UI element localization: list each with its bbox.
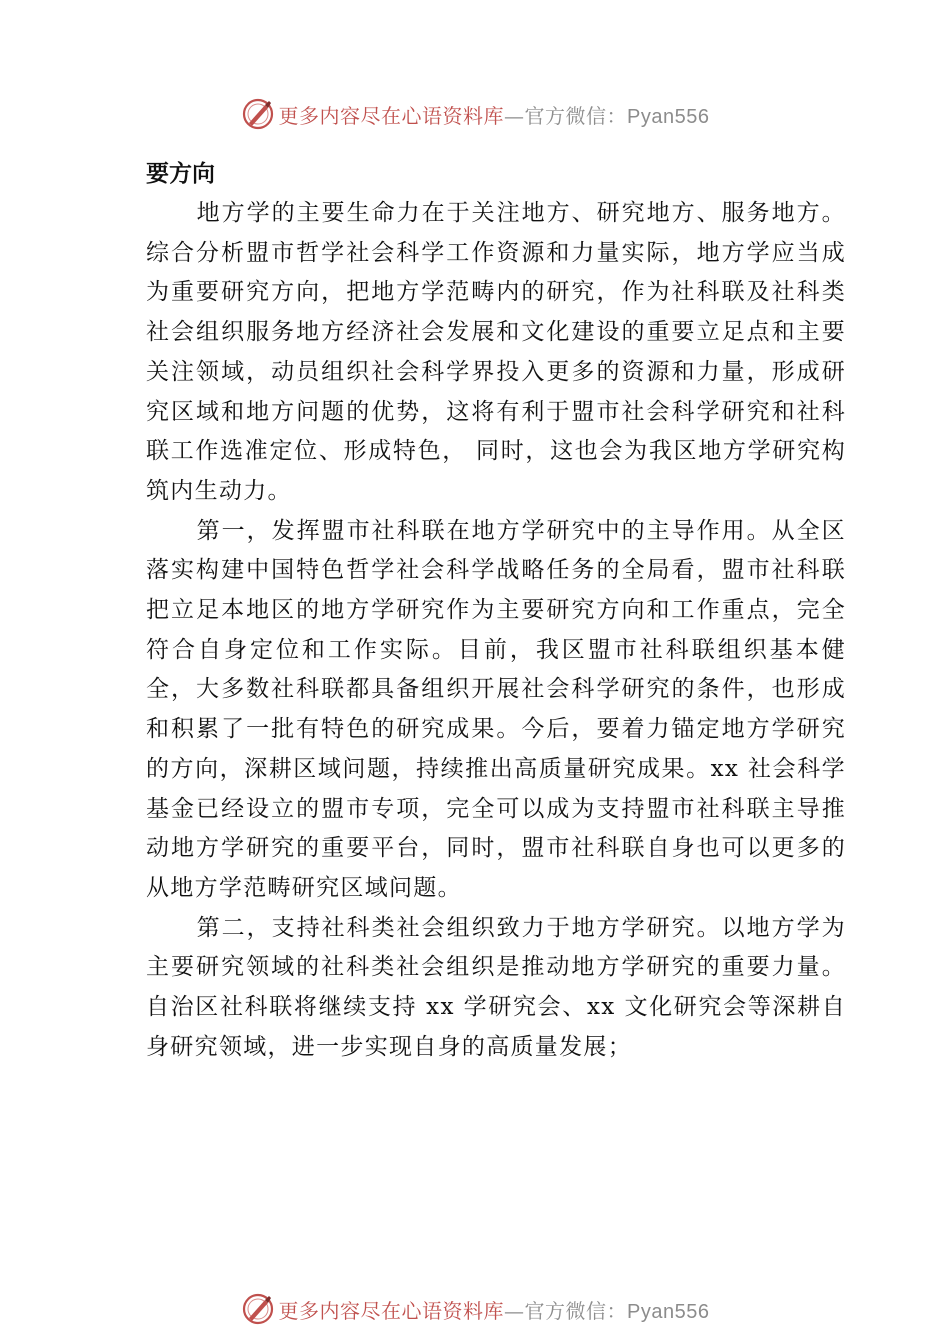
header-text <box>279 100 710 129</box>
header-wechat-id: Pyan556 <box>627 105 710 128</box>
footer-wechat-id: Pyan556 <box>627 1300 710 1323</box>
paragraph-1: 地方学的主要生命力在于关注地方、研究地方、服务地方。综合分析盟市哲学社会科学工作资源和力量实际，地方学应当成为重要研究方向，把地方学范畴内的研究，作为社科联及社科类社会组织服务地方经济社会发展和文化建设的重要立足点和主要关注领域，动员组织社会科学界投入更多的资源和力量，形成研究区域和地方问题的优势，这将有利于盟市社会科学研究和社科联工作选准定位、形成特色， 同时，这也会为我区地方学研究构筑内生动力。 <box>146 200 846 504</box>
paragraph-3: 第二，支持社科类社会组织致力于地方学研究。以地方学为主要研究领域的社科类社会组织是推动地方学研究的重要力量。自治区社科联将继续支持 xx 学研究会、xx 文化研究会等深耕自身研究领域，进一步实现自身的高质量发展； <box>146 914 846 1060</box>
header-brand: 更多内容尽在心语资料库 <box>278 103 505 128</box>
paragraph-2: 第一，发挥盟市社科联在地方学研究中的主导作用。从全区落实构建中国特色哲学社会科学战略任务的全局看，盟市社科联把立足本地区的地方学研究作为主要研究方向和工作重点，完全符合自身定位和工作实际。目前，我区盟市社科联组织基本健全，大多数社科联都具备组织开展社会科学研究的条件，也形成和积累了一批有特色的研究成果。今后，要着力锚定地方学研究的方向，深耕区域问题，持续推出高质量研究成果。xx 社会科学基金已经设立的盟市专项，完全可以成为支持盟市社科联主导推动地方学研究的重要平台，同时，盟市社科联自身也可以更多的从地方学范畴研究区域问题。 <box>146 517 846 901</box>
document-body <box>146 154 846 1067</box>
section-heading: 要方向 <box>146 161 215 187</box>
header-wechat-label: 官方微信： <box>524 103 628 128</box>
header-banner <box>0 94 950 134</box>
footer-text <box>279 1295 710 1324</box>
footer-banner <box>0 1289 950 1329</box>
footer-wechat-label: 官方微信： <box>524 1298 628 1323</box>
logo-icon <box>241 97 275 131</box>
footer-dash: — <box>504 1298 525 1323</box>
header-dash: — <box>504 103 525 128</box>
footer-brand: 更多内容尽在心语资料库 <box>278 1298 505 1323</box>
logo-icon <box>241 1292 275 1326</box>
